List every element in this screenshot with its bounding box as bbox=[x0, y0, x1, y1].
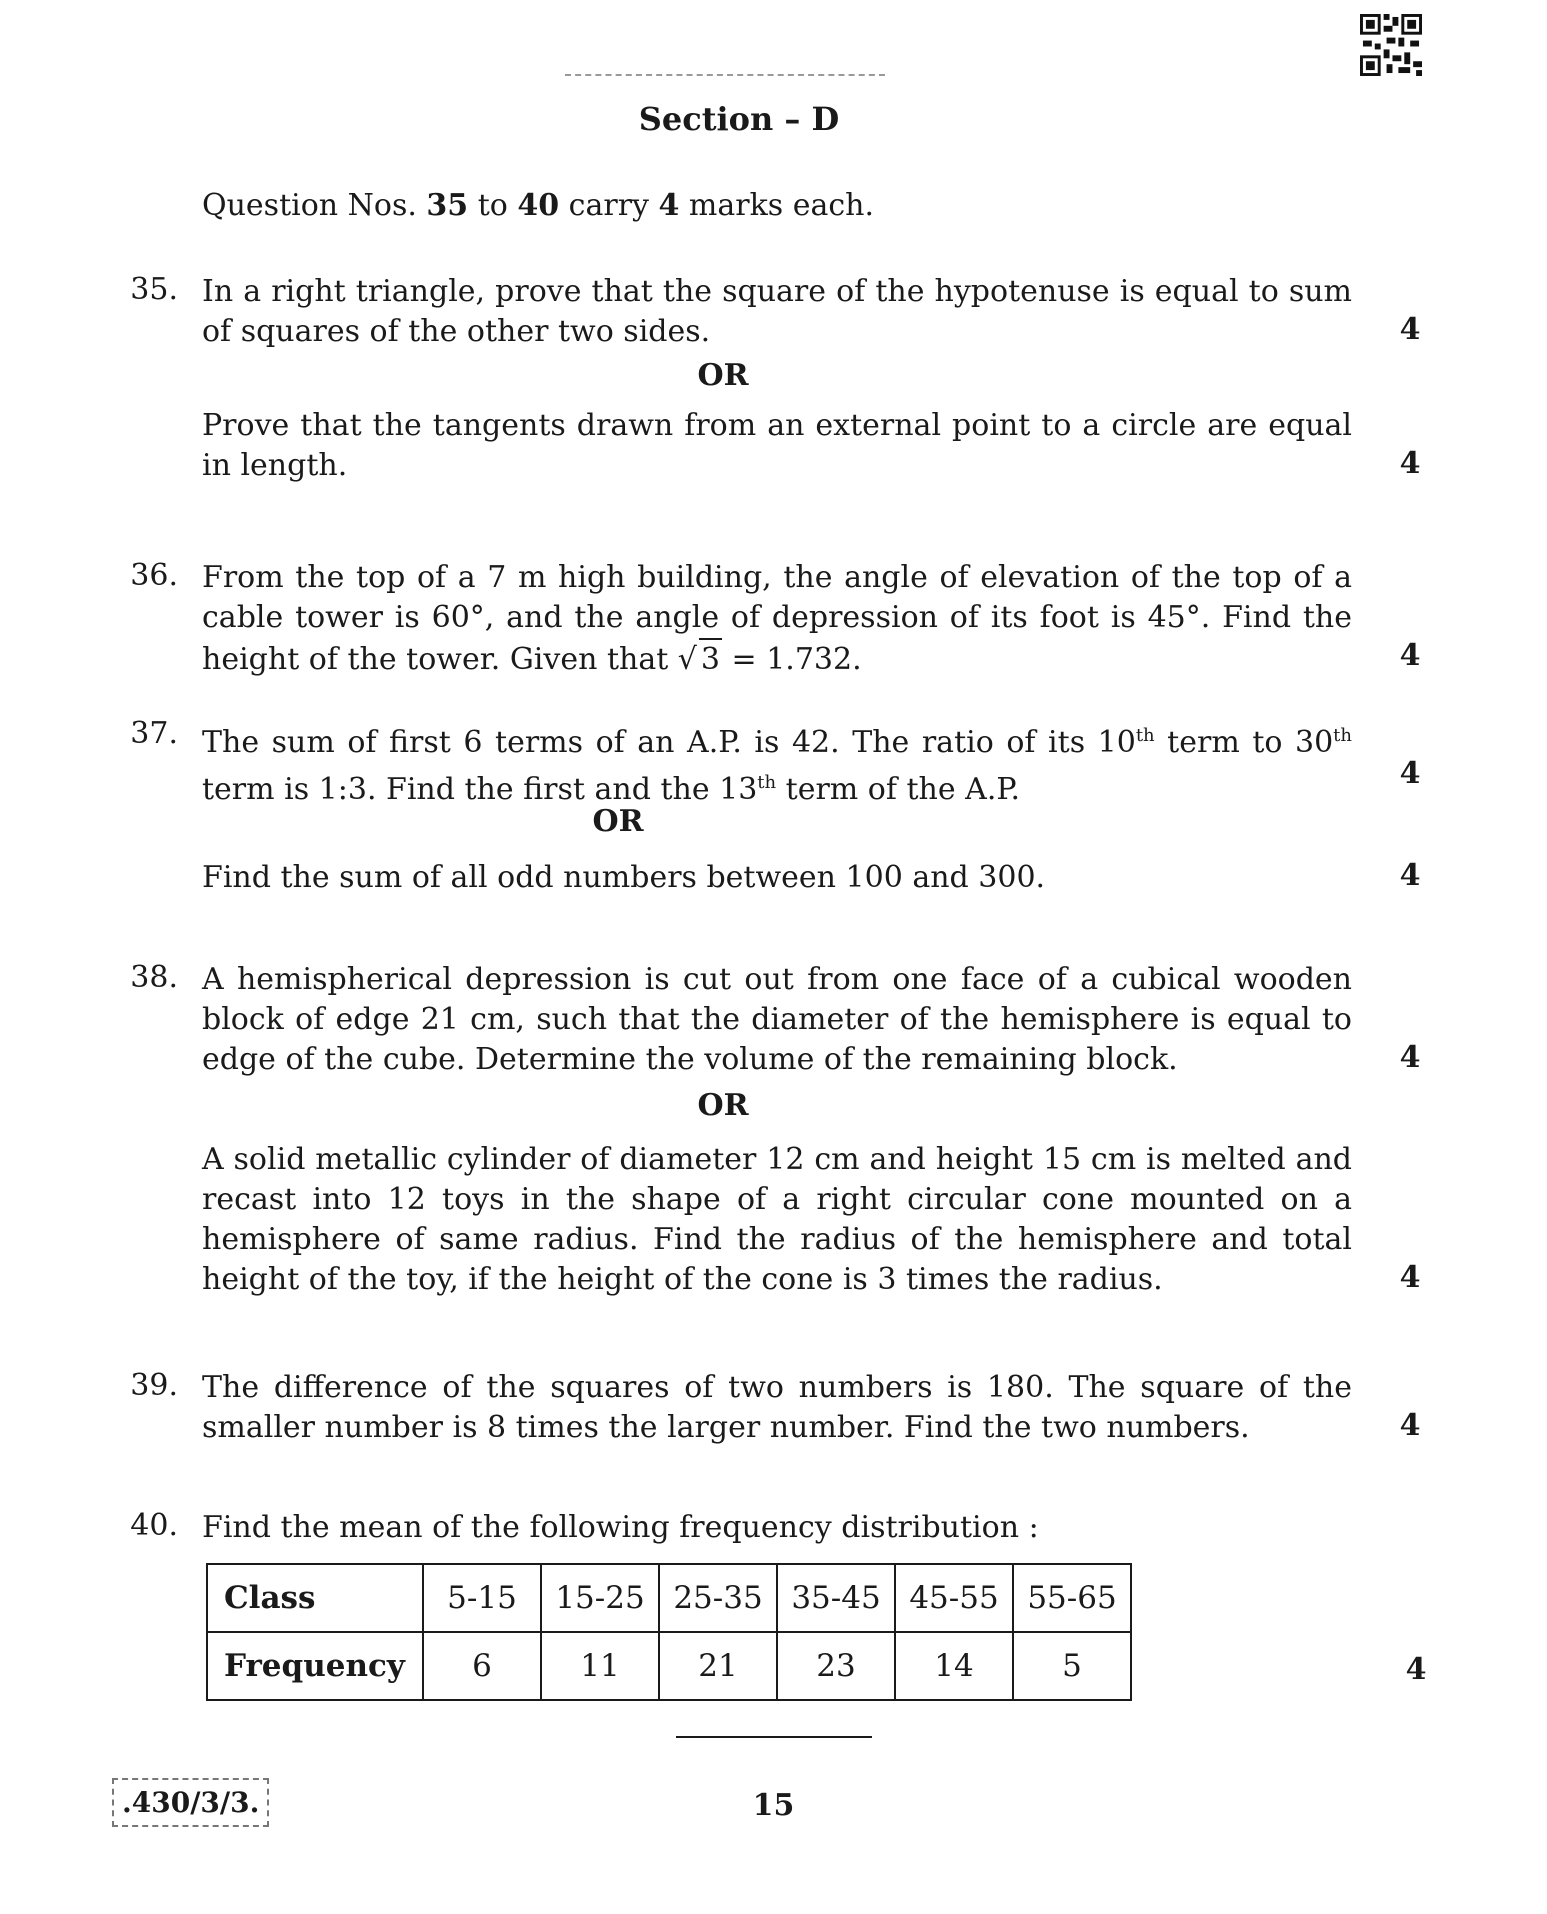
marks-label: 4 bbox=[1399, 1040, 1421, 1075]
qr-code-icon bbox=[1360, 14, 1422, 76]
table-cell: 15-25 bbox=[541, 1564, 659, 1632]
table-cell: 25-35 bbox=[659, 1564, 777, 1632]
or-divider: OR bbox=[592, 804, 644, 839]
table-cell: 23 bbox=[777, 1632, 895, 1700]
or-divider: OR bbox=[697, 1088, 749, 1123]
question-39-text: The difference of the squares of two numbers is 180. The square of the smaller number is 8 times the larger number. Find the two numbers. bbox=[202, 1370, 1352, 1445]
table-cell: 45-55 bbox=[895, 1564, 1013, 1632]
frequency-table bbox=[206, 1563, 1132, 1701]
question-35-text: In a right triangle, prove that the square of the hypotenuse is equal to sum of squares of the other two sides. bbox=[202, 274, 1352, 349]
question-number: 38. bbox=[130, 960, 178, 995]
table-cell: 11 bbox=[541, 1632, 659, 1700]
marks-label: 4 bbox=[1399, 446, 1421, 481]
table-cell: 6 bbox=[423, 1632, 541, 1700]
table-cell: 14 bbox=[895, 1632, 1013, 1700]
marks-label: 4 bbox=[1399, 1260, 1421, 1295]
page-number: 15 bbox=[752, 1788, 795, 1823]
question-number: 40. bbox=[130, 1508, 178, 1543]
question-35-alt-text: Prove that the tangents drawn from an external point to a circle are equal in length. bbox=[202, 408, 1352, 483]
section-instruction: Question Nos. 35 to 40 carry 4 marks each. bbox=[202, 188, 875, 223]
marks-label: 4 bbox=[1399, 638, 1421, 673]
question-38-text: A hemispherical depression is cut out from one face of a cubical wooden block of edge 21 cm, such that the diameter of the hemisphere is equal to edge of the cube. Determine the volume of the remaining block. bbox=[202, 962, 1352, 1077]
question-number: 36. bbox=[130, 558, 178, 593]
marks-label: 4 bbox=[1399, 1408, 1421, 1443]
table-cell: 5-15 bbox=[423, 1564, 541, 1632]
marks-label: 4 bbox=[1399, 858, 1421, 893]
table-cell: 55-65 bbox=[1013, 1564, 1131, 1632]
marks-label: 4 bbox=[1405, 1652, 1427, 1687]
table-row bbox=[207, 1564, 1131, 1632]
question-37-text: The sum of first 6 terms of an A.P. is 42. The ratio of its 10th term to 30th term is 1:3. Find the first and the 13th term of the A.P. bbox=[202, 725, 1352, 807]
marks-label: 4 bbox=[1399, 756, 1421, 791]
table-row bbox=[207, 1632, 1131, 1700]
table-cell: 21 bbox=[659, 1632, 777, 1700]
square-root: 3 bbox=[699, 638, 722, 680]
paper-code: .430/3/3. bbox=[112, 1778, 269, 1827]
question-38-alt-text: A solid metallic cylinder of diameter 12 cm and height 15 cm is melted and recast into 12 toys in the shape of a right circular cone mounted on a hemisphere of same radius. Find the radius of the hemisphere and total height of the toy, if the height of the cone is 3 times the radius. bbox=[202, 1142, 1352, 1297]
question-36-text: From the top of a 7 m high building, the angle of elevation of the top of a cable tower is 60°, and the angle of depression of its foot is 45°. Find the height of the tower. Given that √ 3 = 1.732. bbox=[202, 558, 1352, 680]
top-divider bbox=[565, 74, 885, 76]
table-row-label: Frequency bbox=[207, 1632, 423, 1700]
table-cell: 5 bbox=[1013, 1632, 1131, 1700]
end-divider bbox=[676, 1736, 872, 1738]
table-cell: 35-45 bbox=[777, 1564, 895, 1632]
marks-label: 4 bbox=[1399, 312, 1421, 347]
question-40-text: Find the mean of the following frequency distribution : bbox=[202, 1510, 1039, 1545]
question-number: 39. bbox=[130, 1368, 178, 1403]
section-title: Section – D bbox=[638, 100, 840, 138]
question-37-alt-text: Find the sum of all odd numbers between 100 and 300. bbox=[202, 860, 1046, 895]
or-divider: OR bbox=[697, 358, 749, 393]
question-number: 35. bbox=[130, 272, 178, 307]
question-number: 37. bbox=[130, 716, 178, 751]
table-row-label: Class bbox=[207, 1564, 423, 1632]
